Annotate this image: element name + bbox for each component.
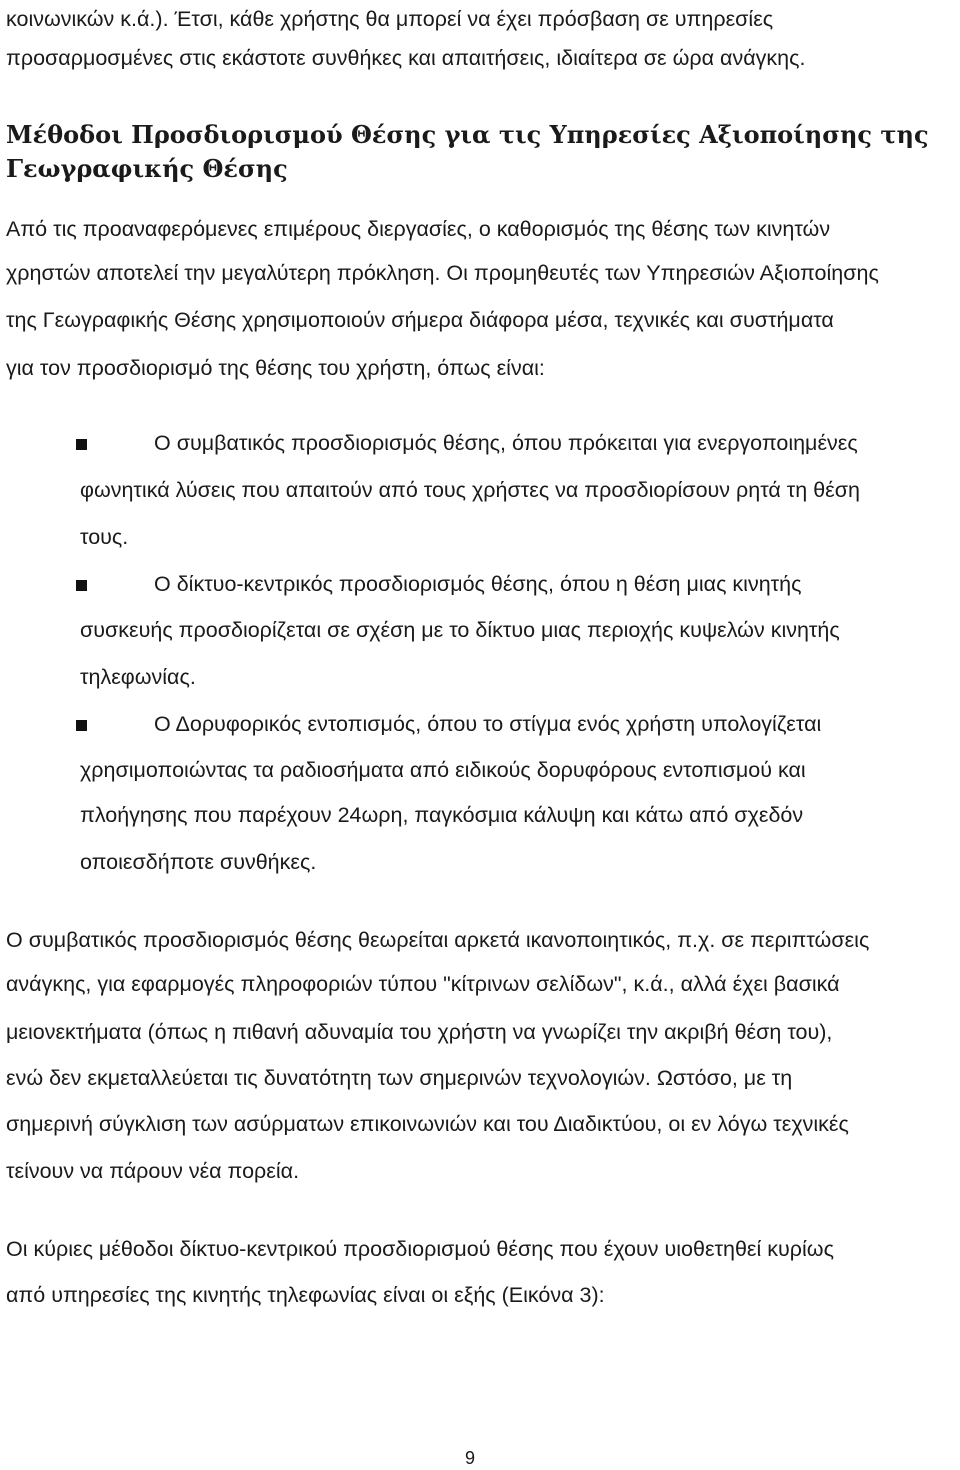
intro-line-2: προσαρμοσμένες στις εκάστοτε συνθήκες και απαιτήσεις, ιδιαίτερα σε ώρα ανάγκης. — [6, 46, 806, 70]
paragraph2-line-6: τείνουν να πάρουν νέα πορεία. — [6, 1159, 300, 1183]
bullet3-line-2: χρησιμοποιώντας τα ραδιοσήματα από ειδικούς δορυφόρους εντοπισμού και — [80, 758, 806, 782]
section-heading-line-1: Μέθοδοι Προσδιορισμού Θέσης για τις Υπηρεσίες Αξιοποίησης της — [6, 120, 929, 149]
bullet1-line-3: τους. — [80, 525, 129, 549]
bullet1-line-1: Ο συμβατικός προσδιορισμός θέσης, όπου πρόκειται για ενεργοποιημένες — [154, 431, 858, 455]
paragraph3-line-1: Οι κύριες μέθοδοι δίκτυο-κεντρικού προσδιορισμού θέσης που έχουν υιοθετηθεί κυρίως — [6, 1237, 834, 1261]
bullet-marker — [76, 580, 87, 591]
paragraph2-line-1: Ο συμβατικός προσδιορισμός θέσης θεωρείται αρκετά ικανοποιητικός, π.χ. σε περιπτώσεις — [6, 928, 870, 952]
page-number: 9 — [464, 1448, 475, 1468]
paragraph1-line-2: χρηστών αποτελεί την μεγαλύτερη πρόκληση. Οι προμηθευτές των Υπηρεσιών Αξιοποίησης — [6, 261, 879, 285]
bullet3-line-4: οποιεσδήποτε συνθήκες. — [80, 850, 317, 874]
paragraph2-line-3: μειονεκτήματα (όπως η πιθανή αδυναμία του χρήστη να γνωρίζει την ακριβή θέση του), — [6, 1020, 833, 1044]
bullet1-line-2: φωνητικά λύσεις που απαιτούν από τους χρήστες να προσδιορίσουν ρητά τη θέση — [80, 478, 860, 502]
paragraph2-line-5: σημερινή σύγκλιση των ασύρματων επικοινωνιών και του Διαδικτύου, οι εν λόγω τεχνικές — [6, 1112, 849, 1136]
bullet2-line-3: τηλεφωνίας. — [80, 665, 196, 689]
intro-line-1: κοινωνικών κ.ά.). Έτσι, κάθε χρήστης θα μπορεί να έχει πρόσβαση σε υπηρεσίες — [6, 7, 774, 31]
bullet-marker — [76, 720, 87, 731]
section-heading-line-2: Γεωγραφικής Θέσης — [6, 154, 288, 183]
paragraph2-line-2: ανάγκης, για εφαρμογές πληροφοριών τύπου "κίτρινων σελίδων", κ.ά., αλλά έχει βασικά — [6, 972, 840, 996]
paragraph1-line-4: για τον προσδιορισμό της θέσης του χρήστη, όπως είναι: — [6, 356, 545, 380]
paragraph1-line-1: Από τις προαναφερόμενες επιμέρους διεργασίες, ο καθορισμός της θέσης των κινητών — [6, 217, 831, 241]
bullet2-line-1: Ο δίκτυο-κεντρικός προσδιορισμός θέσης, όπου η θέση μιας κινητής — [154, 572, 802, 596]
bullet-marker — [76, 439, 87, 450]
bullet2-line-2: συσκευής προσδιορίζεται σε σχέση με το δίκτυο μιας περιοχής κυψελών κινητής — [80, 618, 840, 642]
bullet3-line-1: Ο Δορυφορικός εντοπισμός, όπου το στίγμα ενός χρήστη υπολογίζεται — [154, 712, 822, 736]
bullet3-line-3: πλοήγησης που παρέχουν 24ωρη, παγκόσμια κάλυψη και κάτω από σχεδόν — [80, 803, 804, 827]
paragraph2-line-4: ενώ δεν εκμεταλλεύεται τις δυνατότητη των σημερινών τεχνολογιών. Ωστόσο, με τη — [6, 1066, 793, 1090]
paragraph1-line-3: της Γεωγραφικής Θέσης χρησιμοποιούν σήμερα διάφορα μέσα, τεχνικές και συστήματα — [6, 308, 834, 332]
paragraph3-line-2: από υπηρεσίες της κινητής τηλεφωνίας είναι οι εξής (Εικόνα 3): — [6, 1283, 605, 1307]
